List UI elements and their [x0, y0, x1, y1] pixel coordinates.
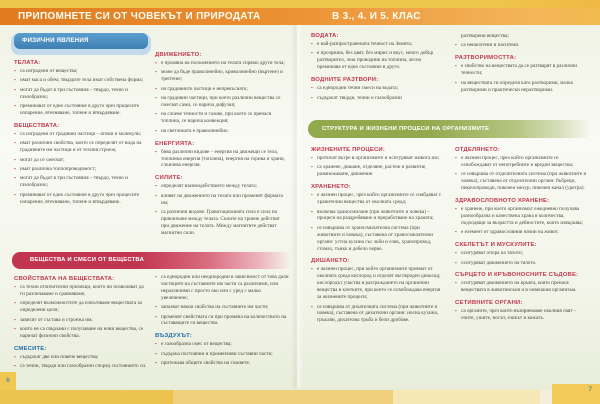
bullet-item: ▪ е жизнен процес, чрез който организмите се снабдяват с хранителни вещества от околната среда; — [311, 192, 443, 206]
header-bar — [0, 8, 600, 25]
section — [455, 198, 588, 236]
left-page-column-2-top — [155, 52, 289, 243]
bullet-item: ▪ бива различни видове – енергия на движещи се тела, топлинна енергия (топлина), енергия на горива и храни, слънчева енергия. — [155, 149, 289, 170]
bullet-item: ▪ осигуряват опора на тялото; — [455, 250, 588, 257]
bullet-item: ▪ са еднородни или нееднородни в зависимост от това дали частиците на съставните им части са различими, или неразличими с просто око или с уред с малко увеличение; — [155, 274, 289, 302]
bullet-item: ▪ осигуряват движението на тялото. — [455, 260, 588, 267]
bullet-item: ▪ са течни, твърди или газообразни според състоянието си. — [14, 363, 148, 370]
left-page-column-2-bottom — [155, 274, 289, 373]
top-yellow-strip — [0, 0, 600, 8]
section-heading: ОТДЕЛЯНЕТО: — [455, 147, 500, 153]
bullet-item: ▪ включва храносмилане (при животните и човека) – процеси на раздробяване и преработване на храната; — [311, 209, 443, 223]
bullet-item: ▪ се извършва от храносмилателна система (при животните и човека), съставена от храносмилателни органи: устна кухина със зъби и език, хранопровод, стомах, тънко и дебело черво. — [311, 225, 443, 253]
section-heading: РАЗТВОРИМОСТТА: — [455, 55, 517, 62]
bullet-item: ▪ на светлината е праволинейно. — [155, 128, 289, 135]
bullet-item: ▪ преминават от едно състояние в друго чрез процесите изпарение, втечняване, топене и втвърдяване. — [14, 192, 148, 206]
bullet-item: ▪ променят свойствата си при промяна на количеството на съставящите ги вещества. — [155, 314, 289, 328]
bullet-item: ▪ са техни отличителни признаци, които ни позволяват да ги различаваме и сравняваме; — [14, 284, 148, 298]
right-page-column-1-bottom — [311, 147, 443, 330]
bullet-item: ▪ се извършва от отделителната система (при животните и човека), съставена от отделителни органи: бъбреци, пикочопроводи, пикочен мехур, пикочен канал (уретра). — [455, 171, 588, 192]
bullet-item: ▪ може да бъде праволинейно, криволинейно (въртене) и трептене; — [155, 69, 289, 83]
organisms-band-label: СТРУКТУРА И ЖИЗНЕНИ ПРОЦЕСИ НА ОРГАНИЗМИТЕ — [322, 126, 490, 132]
section — [455, 147, 588, 192]
bullet-item: ▪ е хранене, при което организмът ежедневно получава разнообразна и качествена храна в количества, подходящи за възрастта и дейностите, които извършва; — [455, 206, 588, 227]
bullet-item: ▪ имат маса и обем; твърдите тела имат собствена форма; — [14, 77, 148, 84]
section-heading: СЪРЦЕТО И КРЪВОНОСНИТЕ СЪДОВЕ: — [455, 272, 579, 279]
bullet-item: ▪ влияят на движението на телата или променят формата им; — [155, 193, 289, 207]
section-heading: ЗДРАВОСЛОВНОТО ХРАНЕНЕ: — [455, 198, 550, 205]
bullet-item: ▪ имат различни свойства, които се определят от вида на градивните им частици и от техния строеж; — [14, 140, 148, 154]
bullet-item: ▪ запазват някои свойства на съставните им части; — [155, 304, 289, 311]
bullet-item: ▪ са хранене, дишане, отделяне, растеж и развитие, размножаване, движение. — [311, 164, 443, 178]
bullet-item: ▪ определят взаимодействието между телата; — [155, 183, 289, 190]
bullet-item: ▪ е газообразна смес от вещества; — [155, 341, 289, 348]
bullet-item: ▪ е промяна на положението на телата спрямо други тела; — [155, 60, 289, 67]
right-page-column-2-bottom — [455, 147, 588, 328]
continuation-text: разтворени вещества; — [461, 33, 509, 39]
bullet-item: ▪ на веществата ги определя като разтворими, малко разтворими и практически неразтворими. — [455, 80, 588, 94]
right-page-column-1-top — [311, 33, 441, 107]
section-heading: ДИШАНЕТО: — [311, 258, 350, 265]
bullet-item: ▪ определят възможностите да използваме веществата за определени цели; — [14, 300, 148, 314]
bullet-item: ▪ съдържат твърди, течни и газообразни — [311, 95, 441, 102]
bottom-strip-segment — [173, 390, 393, 404]
page-corner-block — [552, 384, 600, 404]
section — [155, 175, 289, 236]
page-number-right: 7 — [588, 386, 592, 393]
bullet-item: ▪ могат да се смесват; — [14, 157, 148, 164]
section-heading: ВЪЗДУХЪТ: — [155, 333, 193, 340]
bullet-item: ▪ е прозрачна, без цвят, без мирис и вкус, много добър разтворител, лош проводник на топлина, лесно преминава от едно състояние в друго. — [311, 50, 441, 71]
section — [155, 52, 289, 135]
section — [311, 33, 441, 71]
grade-label: В 3., 4. И 5. КЛАС — [332, 11, 421, 22]
section-heading: ВЕЩЕСТВАТА: — [14, 122, 60, 129]
bullet-item: ▪ съдържа постоянни и променливи съставни части; — [155, 351, 289, 358]
section-heading: ХРАНЕНЕТО: — [311, 184, 351, 191]
section — [14, 346, 148, 370]
section-heading: СЕТИВНИТЕ ОРГАНИ: — [455, 300, 523, 307]
section-heading: ВОДАТА: — [311, 33, 339, 39]
bottom-strip-segment — [393, 390, 540, 404]
section-heading: ДВИЖЕНИЕТО: — [155, 52, 202, 58]
bullet-item: ▪ на градивни частици, при което различни вещества се смесват сами, се нарича дифузия; — [155, 95, 289, 109]
bullet-item: ▪ могат да бъдат в три състояния – твърдо, течно и газообразно; — [14, 87, 148, 101]
bullet-item: ▪ имат различна топлопроводимост; — [14, 166, 148, 173]
bullet-item: ▪ са органите, чрез които възприемаме околния свят – очите, ушите, носът, езикът и кожата. — [455, 308, 588, 322]
bullet-item: ▪ са различни видове. Гравитационната сила е сила на привличане между телата. Силите на триене действат при движение на телата. Между магнитите действат магнитни сили. — [155, 209, 289, 237]
section-heading: СИЛИТЕ: — [155, 175, 183, 182]
page-gutter — [291, 25, 303, 388]
section — [455, 33, 588, 49]
substances-band — [12, 252, 292, 269]
section — [455, 55, 588, 93]
page-number-left: 6 — [0, 372, 16, 390]
section — [14, 276, 148, 340]
bullet-item: ▪ е елемент от здравословния начин на живот. — [455, 229, 588, 236]
section — [311, 147, 443, 178]
bullet-item: ▪ са еднородни течни смеси на водата; — [311, 85, 441, 92]
bullet-item: ▪ е най-разпространената течност на Земята; — [311, 41, 441, 48]
bullet-item: ▪ е жизнен процес, при който организмите приемат от околната среда кислород и отделят въглероден диоксид; кислородът участва в разграждането на органични вещества в клетките, при което се освобождава енергия за жизнените процеси; — [311, 266, 443, 301]
bullet-item: ▪ протичат вътре в организмите и осигуряват живота им; — [311, 155, 443, 162]
section — [155, 141, 289, 170]
physics-band-halo — [11, 33, 151, 55]
bullet-item: ▪ на слоеве течности и газове, при което се пренася топлина, се нарича конвекция; — [155, 111, 289, 125]
bullet-item: ▪ се извършва от дихателната система (при животните и човека), съставена от дихателни органи: носна кухина, гръклян, дихателна тръба и бели дробове. — [311, 304, 443, 325]
section — [455, 272, 588, 294]
bullet-item: ▪ зависят от състава и строежа им; — [14, 317, 148, 324]
bullet-item: ▪ на градивните частици е непрекъснато; — [155, 86, 289, 93]
section-heading: ЕНЕРГИЯТА: — [155, 140, 195, 147]
bullet-item: ▪ са изградени от градивни частици – атоми и молекули; — [14, 131, 148, 138]
left-page-column-1-bottom — [14, 276, 148, 376]
section-heading: СКЕЛЕТЪТ И МУСКУЛИТЕ: — [455, 242, 537, 249]
substances-band-label: ВЕЩЕСТВА И СМЕСИ ОТ ВЕЩЕСТВА — [29, 257, 145, 263]
section — [155, 274, 289, 327]
bullet-item: ▪ които не са свързани с получаване на нови вещества, се наричат физични свойства. — [14, 326, 148, 340]
bullet-item: ▪ преминават от едно състояние в друго чрез процесите изпарение, втечняване, топене и втвърдяване. — [14, 103, 148, 117]
right-page-column-2-top — [455, 33, 588, 99]
section-heading: ТЕЛАТА: — [14, 60, 41, 66]
bullet-item: ▪ са изградени от вещества; — [14, 68, 148, 75]
organisms-band — [308, 120, 592, 138]
bullet-item: ▪ е жизнен процес, чрез който организмите се освобождават от непотребните и вредни вещества; — [455, 155, 588, 169]
section — [14, 123, 148, 206]
bullet-item: ▪ могат да бъдат в три състояния – твърдо, течно и газообразно; — [14, 175, 148, 189]
section — [155, 333, 289, 367]
section — [455, 242, 588, 266]
section — [311, 184, 443, 252]
section-heading: ЖИЗНЕНИТЕ ПРОЦЕСИ: — [311, 147, 386, 153]
bottom-strip-segment — [0, 390, 173, 404]
section — [14, 60, 148, 117]
bullet-item: ▪ са ненаситени и наситени. — [455, 42, 588, 49]
bullet-item: ▪ съдържат две или повече вещества; — [14, 354, 148, 361]
physics-band: ФИЗИЧНИ ЯВЛЕНИЯ — [14, 33, 148, 49]
bullet-item: ▪ притежава общите свойства на газовете. — [155, 360, 289, 367]
section-heading: СВОЙСТВАТА НА ВЕЩЕСТВАТА: — [14, 276, 115, 282]
bullet-item: ▪ е свойство на веществата да се разтварят в различни течности; — [455, 63, 588, 77]
section — [455, 300, 588, 322]
page-title: ПРИПОМНЕТЕ СИ ОТ ЧОВЕКЪТ И ПРИРОДАТА — [18, 11, 261, 22]
section-heading: СМЕСИТЕ: — [14, 345, 47, 352]
section — [311, 77, 441, 101]
sections-container — [14, 60, 148, 206]
section — [311, 258, 443, 324]
section-heading: ВОДНИТЕ РАЗТВОРИ: — [311, 77, 379, 84]
bullet-item: ▪ осигуряват движението на кръвта, която пренася веществата в животинския и в човешкия организъм. — [455, 280, 588, 294]
left-page-column-1-top — [14, 30, 148, 212]
